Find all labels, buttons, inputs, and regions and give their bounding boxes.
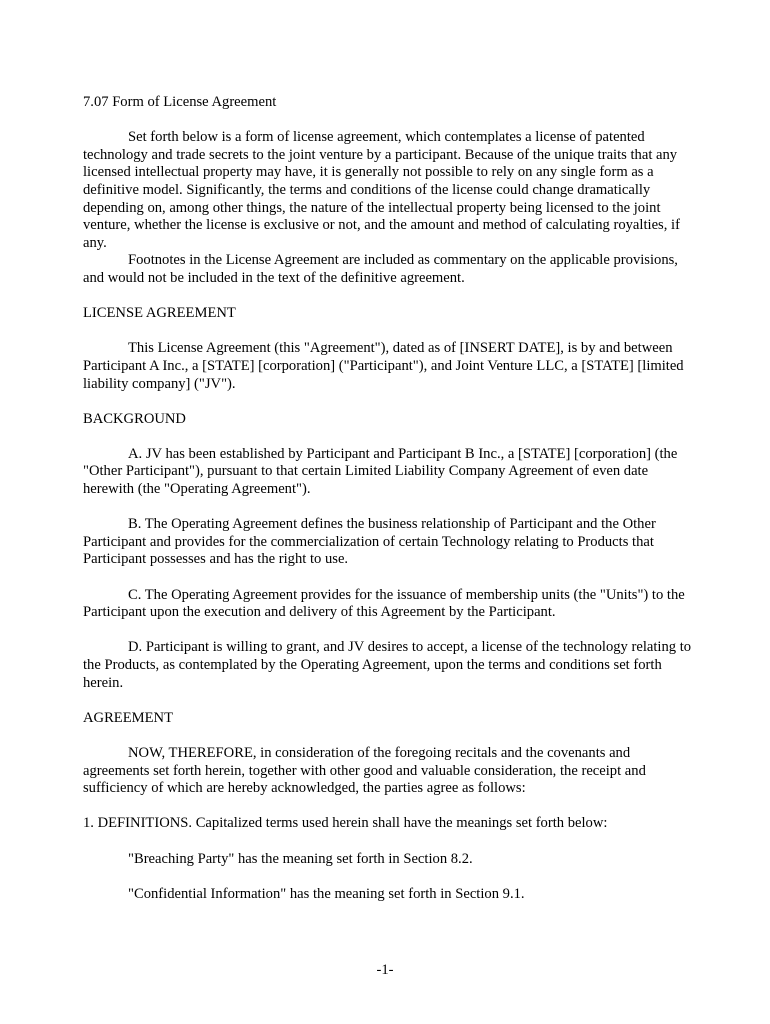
definition-confidential-information: "Confidential Information" has the meaning set forth in Section 9.1. bbox=[128, 885, 525, 902]
preamble-paragraph: This License Agreement (this "Agreement"), dated as of [INSERT DATE], is by and between Participant A Inc., a [STATE] [corporation] ("Participant"), and Joint Venture LLC, a [STATE] [limited liability company] ("JV"). bbox=[83, 340, 684, 392]
page-number: -1- bbox=[376, 962, 394, 978]
background-heading: BACKGROUND bbox=[83, 410, 186, 427]
recital-c: C. The Operating Agreement provides for the issuance of membership units (the "Units") to the Participant upon the execution and delivery of this Agreement by the Participant. bbox=[83, 586, 685, 621]
agreement-heading: LICENSE AGREEMENT bbox=[83, 305, 236, 322]
footnote-paragraph: Footnotes in the License Agreement are included as commentary on the applicable provisions, and would not be included in the text of the definitive agreement. bbox=[83, 252, 678, 286]
consideration-paragraph: NOW, THEREFORE, in consideration of the foregoing recitals and the covenants and agreements set forth herein, together with other good and valuable consideration, the receipt and sufficiency of which are hereby acknowledged, the parties agree as follows: bbox=[83, 744, 646, 797]
recital-b: B. The Operating Agreement defines the business relationship of Participant and the Other Participant and provides for the commercialization of certain Technology relating to Products that Participant possesses and has the right to use. bbox=[83, 516, 656, 568]
section-title: 7.07 Form of License Agreement bbox=[83, 94, 277, 110]
intro-paragraph: Set forth below is a form of license agreement, which contemplates a license of patented technology and trade secrets to the joint venture by a participant. Because of the unique traits that any licensed intellectual property may have, it is generally not possible to rely on any single form as a definitive model. Significantly, the terms and conditions of the license could change dramatically depending on, among other things, the nature of the intellectual property being licensed to the joint venture, whether the license is exclusive or not, and the amount and method of calculating royalties, if any. bbox=[83, 129, 680, 251]
document-page bbox=[83, 94, 698, 903]
recital-d: D. Participant is willing to grant, and JV desires to accept, a license of the technology relating to the Products, as contemplated by the Operating Agreement, upon the terms and conditions set forth herein. bbox=[83, 639, 692, 691]
definition-breaching-party: "Breaching Party" has the meaning set forth in Section 8.2. bbox=[128, 850, 473, 867]
agreement-section-heading: AGREEMENT bbox=[83, 709, 173, 726]
definitions-intro: 1. DEFINITIONS. Capitalized terms used herein shall have the meanings set forth below: bbox=[83, 815, 608, 832]
recital-a: A. JV has been established by Participant and Participant B Inc., a [STATE] [corporation] (the "Other Participant"), pursuant to that certain Limited Liability Company Agreement of even date herewith (the "Operating Agreement"). bbox=[83, 445, 678, 498]
